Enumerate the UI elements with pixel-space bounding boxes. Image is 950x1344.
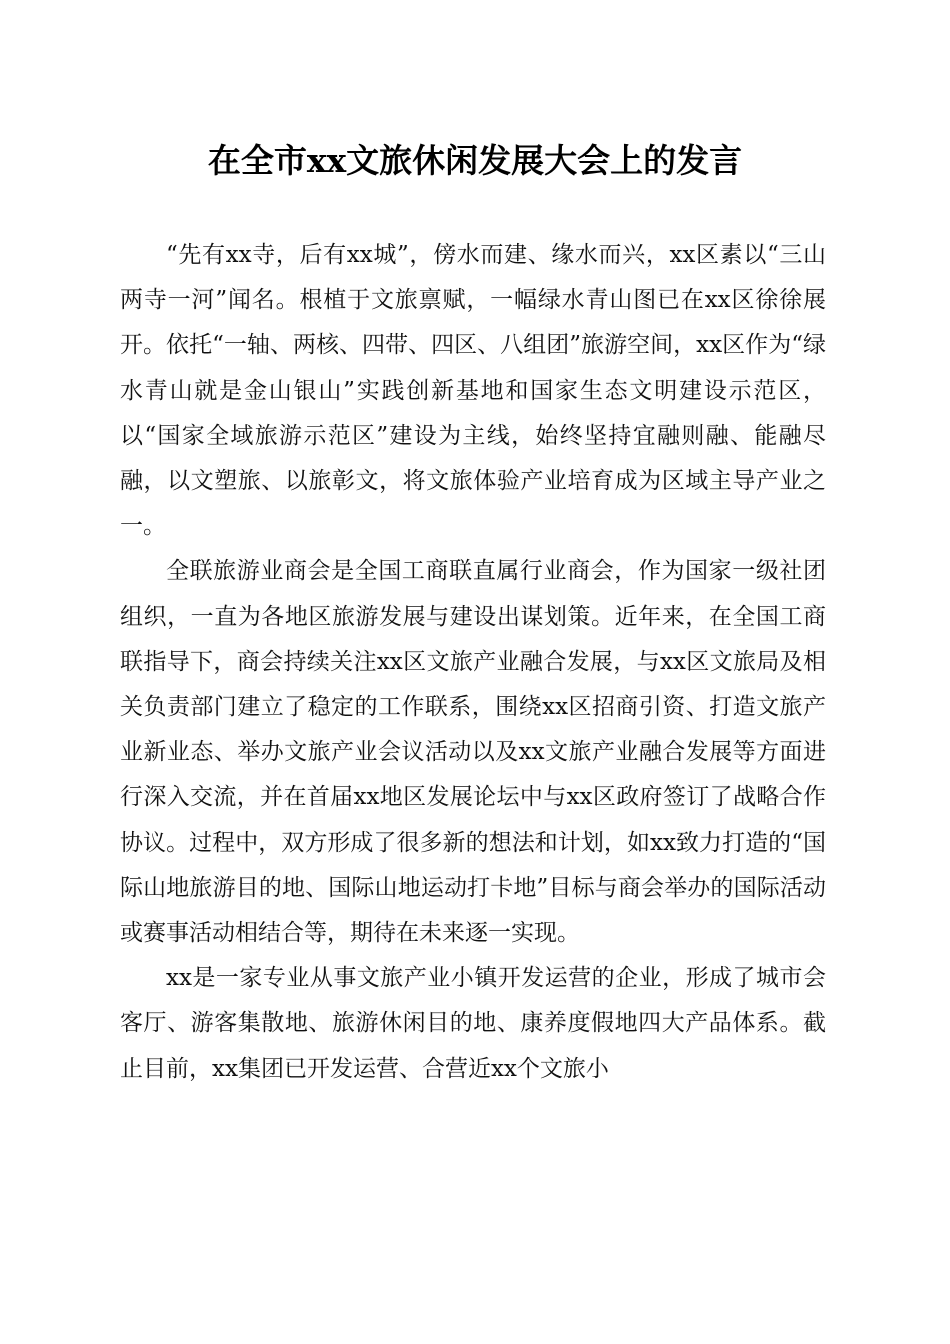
paragraph-1: “先有xx寺，后有xx城”，傍水而建、缘水而兴，xx区素以“三山两寺一河”闻名。根植于文旅禀赋，一幅绿水青山图已在xx区徐徐展开。依托“一轴、两核、四带、四区、八组团”旅游空间，xx区作为“绿水青山就是金山银山”实践创新基地和国家生态文明建设示范区，以“国家全域旅游示范区”建设为主线，始终坚持宜融则融、能融尽融，以文塑旅、以旅彰文，将文旅体验产业培育成为区域主导产业之一。 (120, 242, 826, 540)
paragraph-3: xx是一家专业从事文旅产业小镇开发运营的企业，形成了城市会客厅、游客集散地、旅游休闲目的地、康养度假地四大产品体系。截止目前，xx集团已开发运营、合营近xx个文旅小 (120, 965, 826, 1082)
document-title: 在全市xx文旅休闲发展大会上的发言 (207, 141, 743, 180)
document-body (120, 233, 826, 1092)
paragraph-2: 全联旅游业商会是全国工商联直属行业商会，作为国家一级社团组织，一直为各地区旅游发展与建设出谋划策。近年来，在全国工商联指导下，商会持续关注xx区文旅产业融合发展，与xx区文旅局及相关负责部门建立了稳定的工作联系，围绕xx区招商引资、打造文旅产业新业态、举办文旅产业会议活动以及xx文旅产业融合发展等方面进行深入交流，并在首届xx地区发展论坛中与xx区政府签订了战略合作协议。过程中，双方形成了很多新的想法和计划，如xx致力打造的“国际山地旅游目的地、国际山地运动打卡地”目标与商会举办的国际活动或赛事活动相结合等，期待在未来逐一实现。 (120, 558, 826, 947)
